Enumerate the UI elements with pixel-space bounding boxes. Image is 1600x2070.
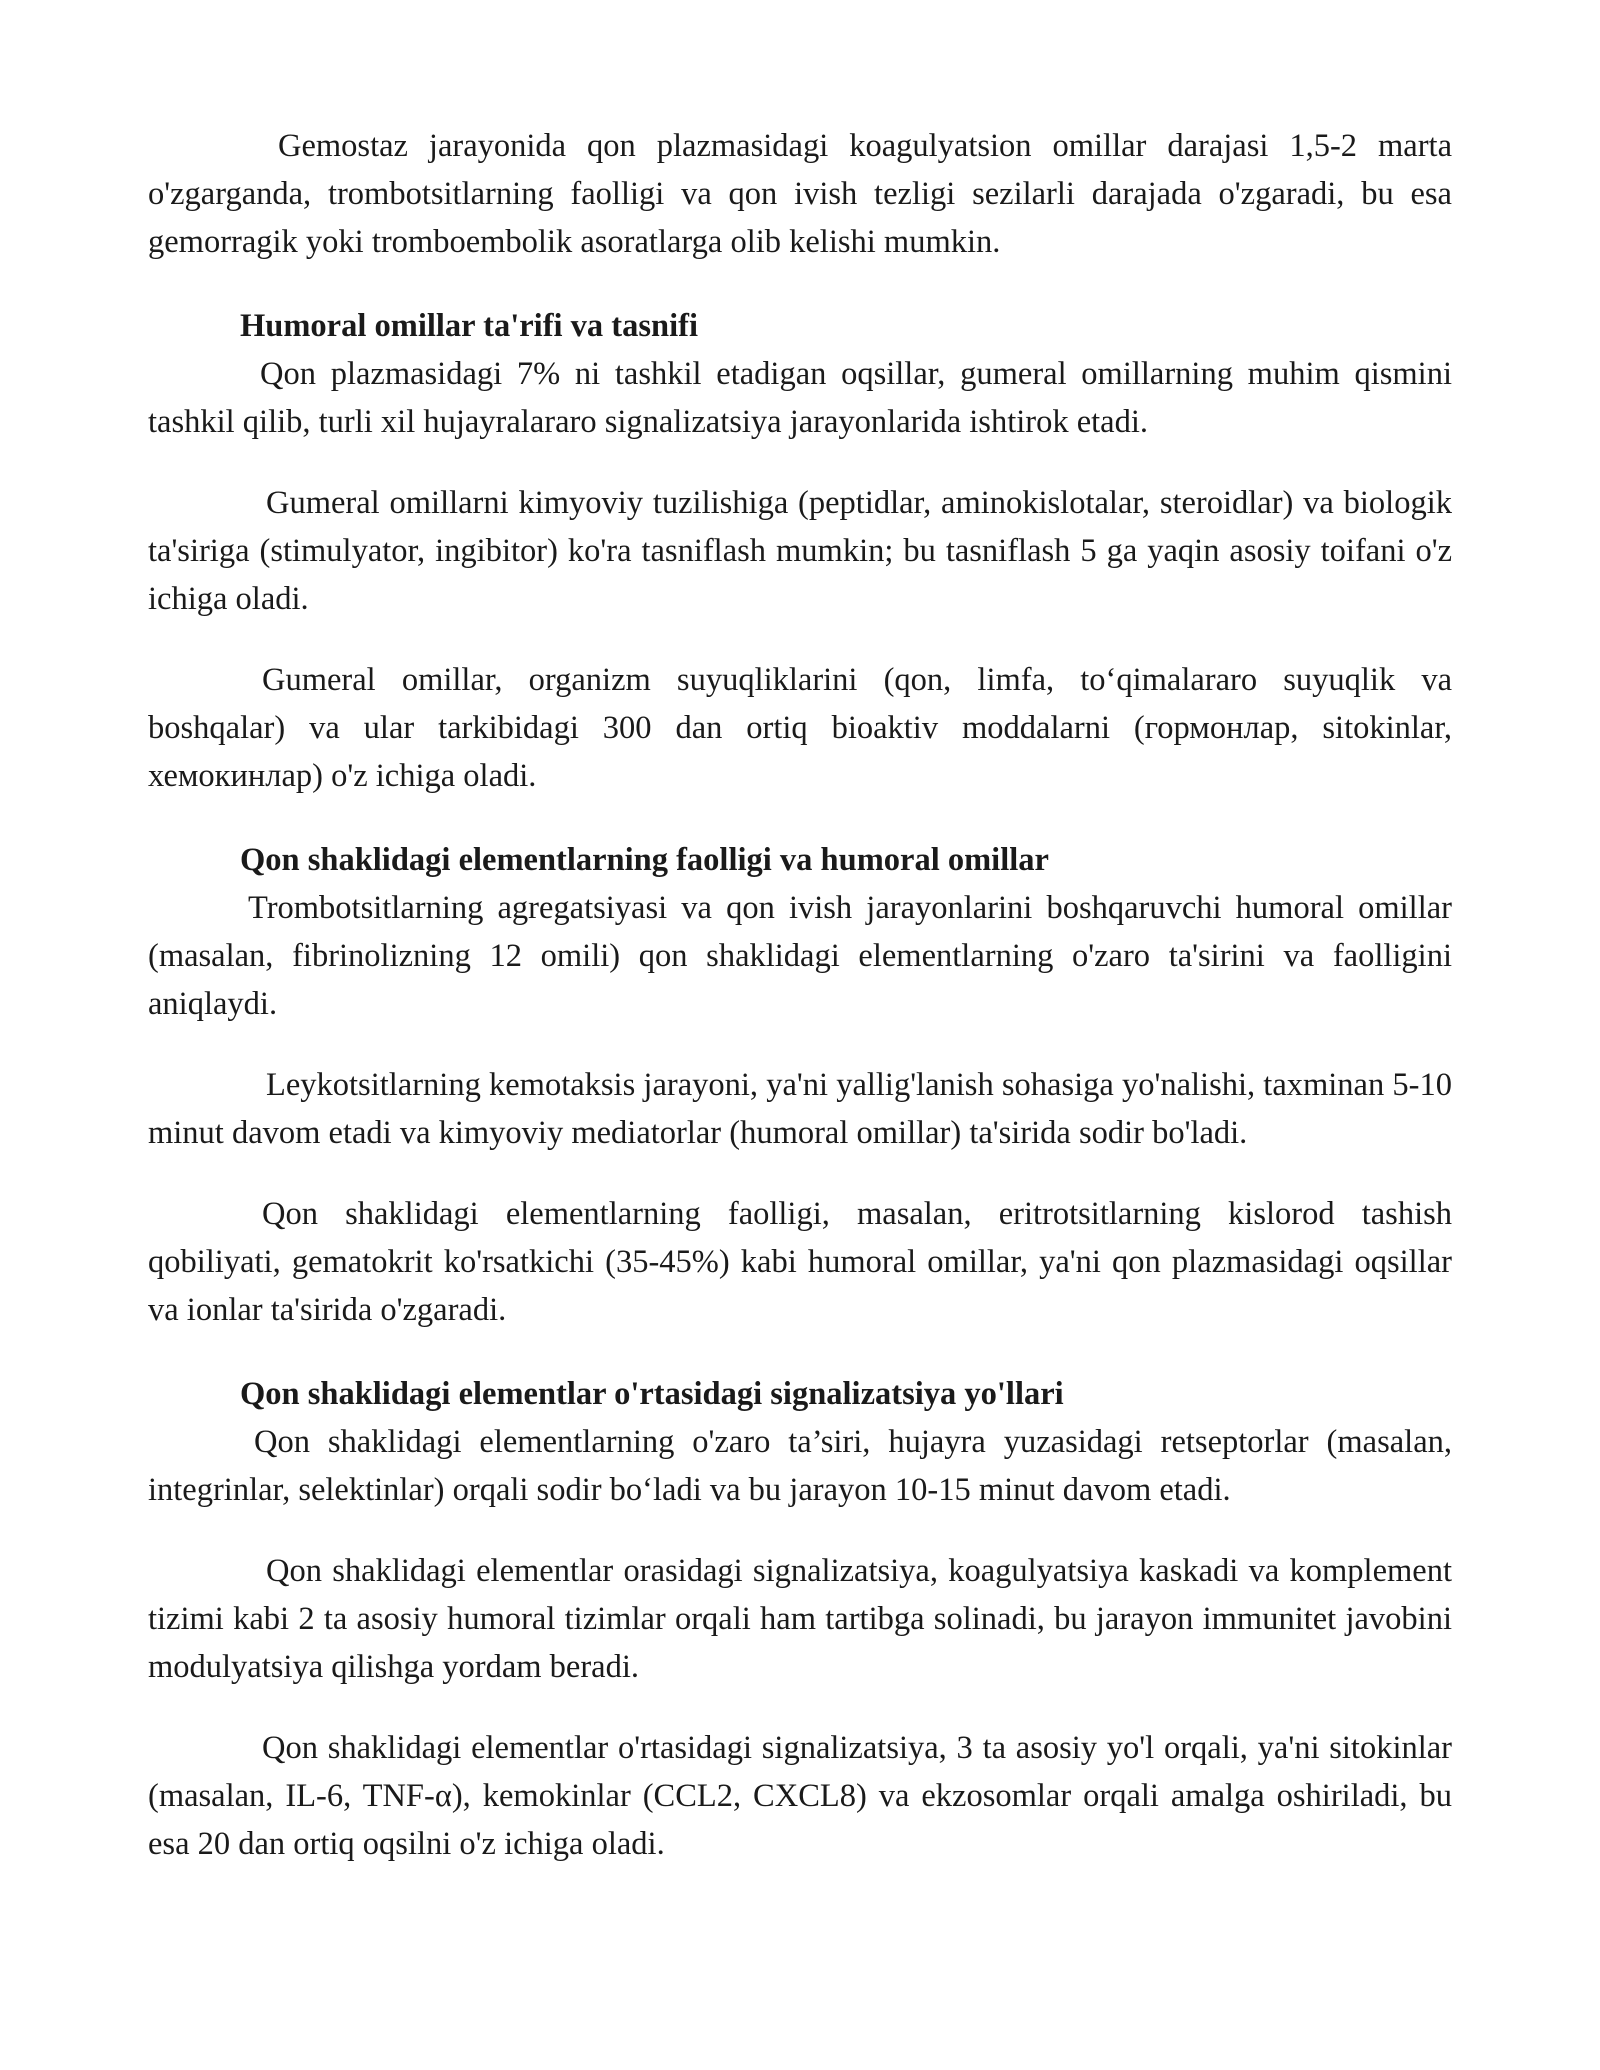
- spacer: [148, 1691, 1452, 1724]
- spacer: [148, 1334, 1452, 1370]
- paragraph-receptor-interaction: Qon shaklidagi elementlarning o'zaro ta’siri, hujayra yuzasidagi retseptorlar (masalan, integrinlar, selektinlar) orqali sodir bo‘ladi va bu jarayon 10-15 minut davom etadi.: [148, 1424, 1452, 1508]
- spacer: [148, 1028, 1452, 1061]
- paragraph-platelet-aggregation: Trombotsitlarning agregatsiyasi va qon ivish jarayonlarini boshqaruvchi humoral omillar (masalan, fibrinolizning 12 omili) qon shaklidagi elementlarning o'zaro ta'sirini va faolligini aniqlaydi.: [148, 890, 1452, 1022]
- paragraph-plasma-proteins: Qon plazmasidagi 7% ni tashkil etadigan oqsillar, gumeral omillarning muhim qismini tashkil qilib, turli xil hujayralararo signalizatsiya jarayonlarida ishtirok etadi.: [148, 356, 1452, 440]
- paragraph-erythrocyte-oxygen: Qon shaklidagi elementlarning faolligi, masalan, eritrotsitlarning kislorod tashish qobiliyati, gematokrit ko'rsatkichi (35-45%) kabi humoral omillar, ya'ni qon plazmasidagi oqsillar va ionlar ta'sirida o'zgaradi.: [148, 1196, 1452, 1328]
- paragraph-hemostasis: Gemostaz jarayonida qon plazmasidagi koagulyatsion omillar darajasi 1,5-2 marta o'zgarganda, trombotsitlarning faolligi va qon ivish tezligi sezilarli darajada o'zgaradi, bu esa gemorragik yoki tromboembolik asoratlarga olib kelishi mumkin.: [148, 128, 1452, 260]
- paragraph-coagulation-complement: Qon shaklidagi elementlar orasidagi signalizatsiya, koagulyatsiya kaskadi va komplement tizimi kabi 2 ta asosiy humoral tizimlar orqali ham tartibga solinadi, bu jarayon immunitet javobini modulyatsiya qilishga yordam beradi.: [148, 1553, 1452, 1685]
- section-heading-humoral-definition: Humoral omillar ta'rifi va tasnifi: [240, 308, 698, 344]
- section-heading-formed-elements-activity: Qon shaklidagi elementlarning faolligi va humoral omillar: [240, 842, 1049, 878]
- section-heading-signaling-pathways: Qon shaklidagi elementlar o'rtasidagi signalizatsiya yo'llari: [240, 1376, 1064, 1412]
- paragraph-cytokines-chemokines: Qon shaklidagi elementlar o'rtasidagi signalizatsiya, 3 ta asosiy yo'l orqali, ya'ni sitokinlar (masalan, IL-6, TNF-α), kemokinlar (CCL2, CXCL8) va ekzosomlar orqali amalga oshiriladi, bu esa 20 dan ortiq oqsilni o'z ichiga oladi.: [148, 1730, 1452, 1862]
- spacer: [148, 623, 1452, 656]
- paragraph-leukocyte-chemotaxis: Leykotsitlarning kemotaksis jarayoni, ya'ni yallig'lanish sohasiga yo'nalishi, taxminan 5-10 minut davom etadi va kimyoviy mediatorlar (humoral omillar) ta'sirida sodir bo'ladi.: [148, 1067, 1452, 1151]
- spacer: [148, 266, 1452, 302]
- paragraph-body-fluids: Gumeral omillar, organizm suyuqliklarini (qon, limfa, to‘qimalararo suyuqlik va boshqalar) va ular tarkibidagi 300 dan ortiq bioaktiv moddalarni (гормонлар, sitokinlar, хемокинлар) o'z ichiga oladi.: [148, 662, 1452, 794]
- spacer: [148, 1514, 1452, 1547]
- spacer: [148, 800, 1452, 836]
- spacer: [148, 1157, 1452, 1190]
- paragraph-classification: Gumeral omillarni kimyoviy tuzilishiga (peptidlar, aminokislotalar, steroidlar) va biologik ta'siriga (stimulyator, ingibitor) ko'ra tasniflash mumkin; bu tasniflash 5 ga yaqin asosiy toifani o'z ichiga oladi.: [148, 485, 1452, 617]
- spacer: [148, 446, 1452, 479]
